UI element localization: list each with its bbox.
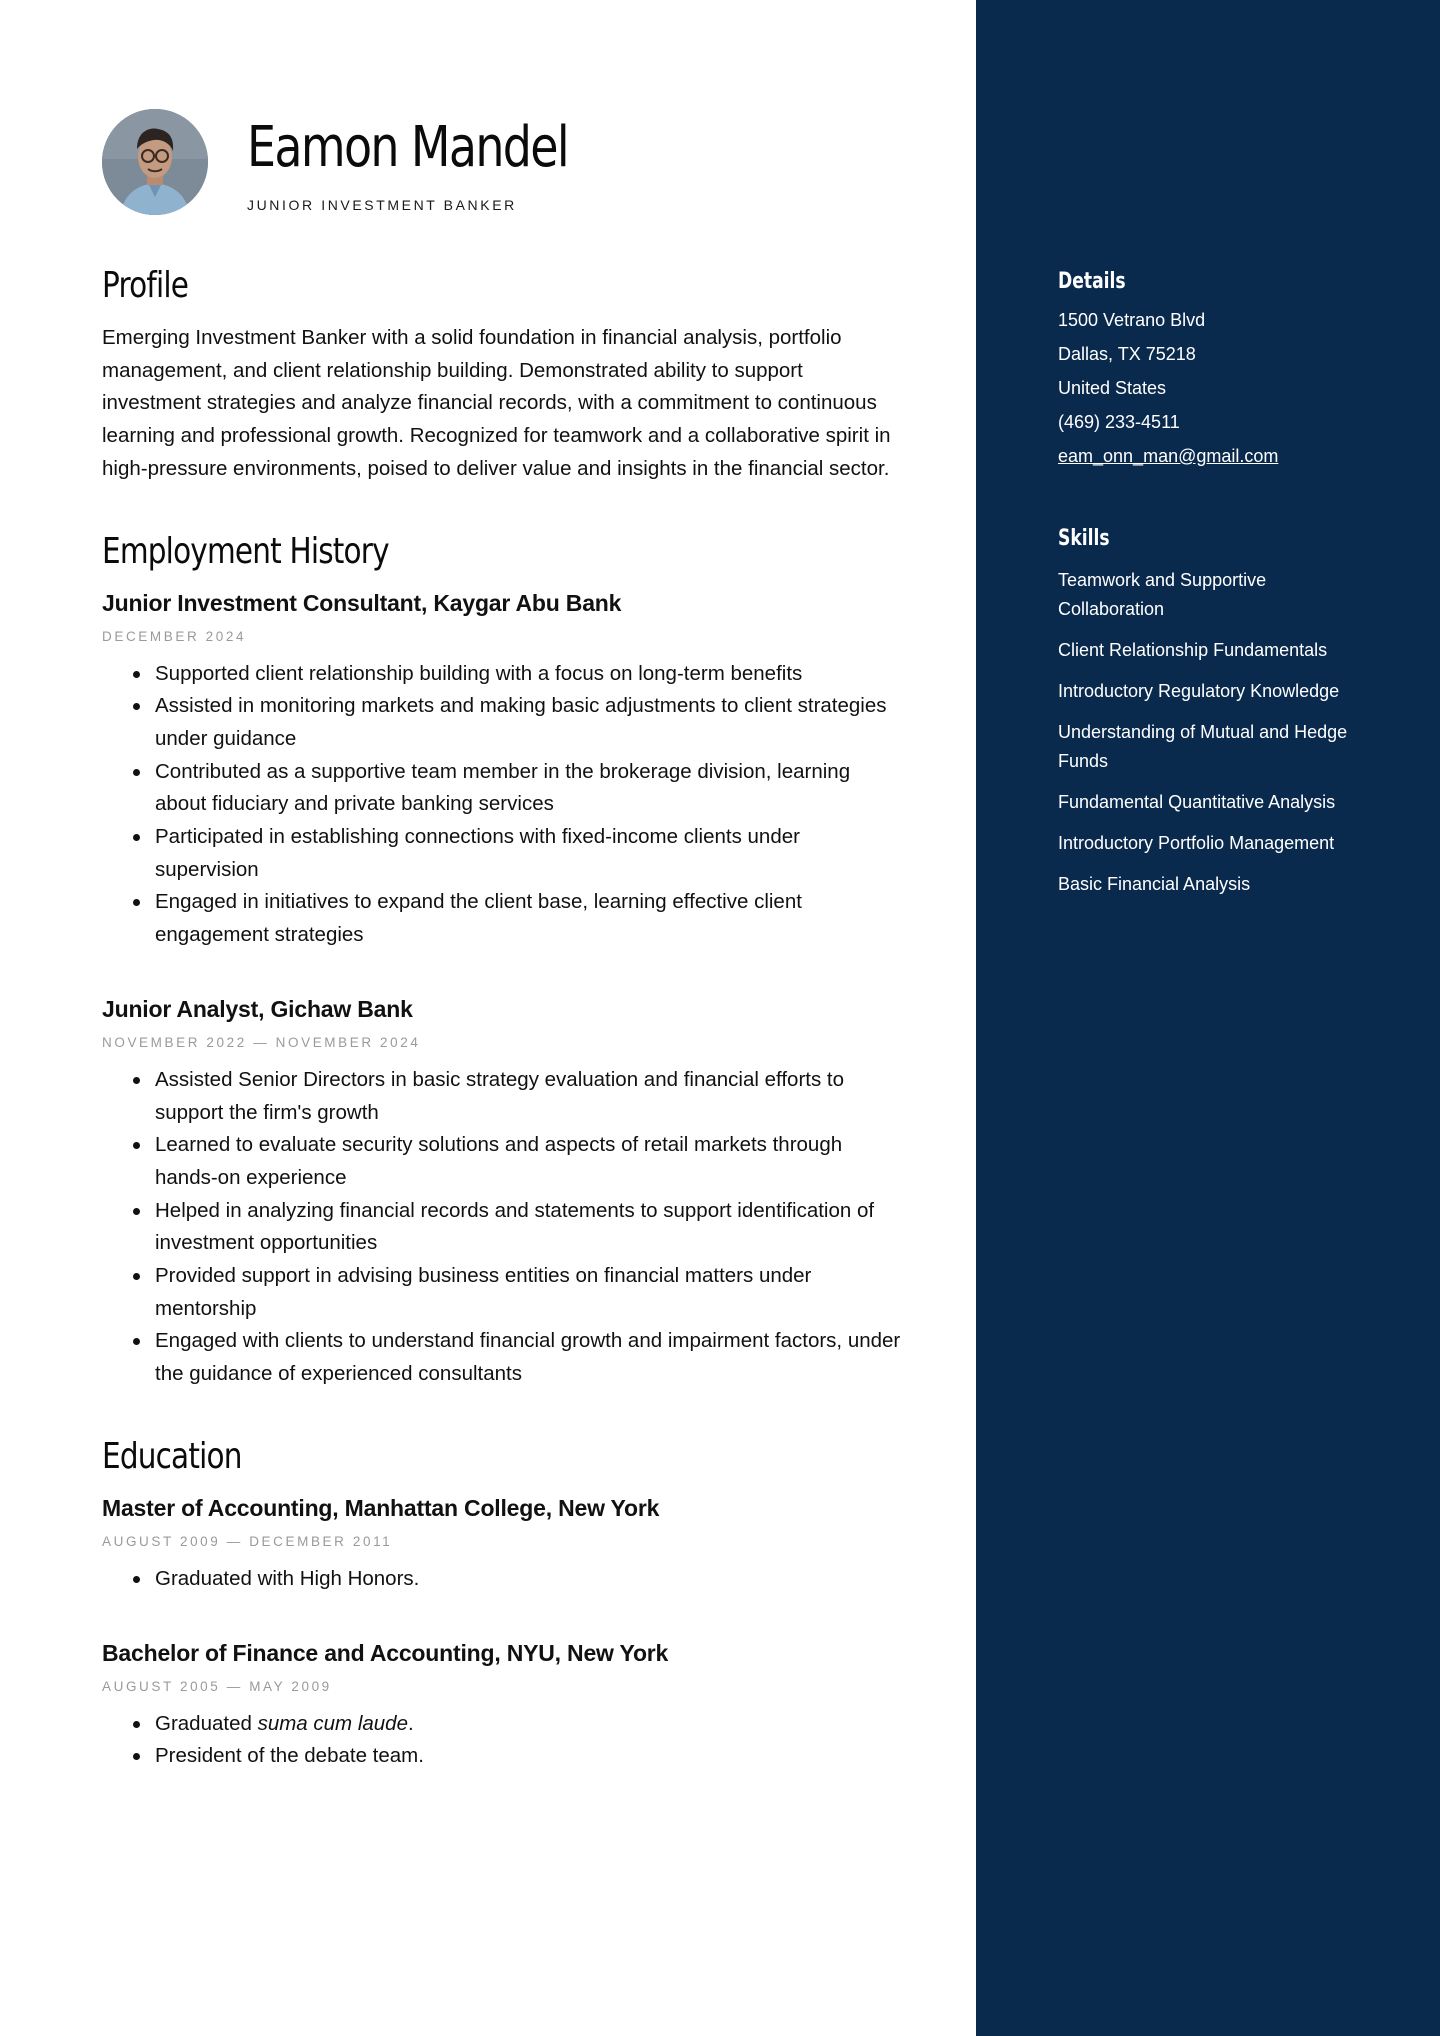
job-title: JUNIOR INVESTMENT BANKER xyxy=(247,197,517,213)
bullet-text: Graduated xyxy=(155,1711,258,1735)
skill-item: Introductory Regulatory Knowledge xyxy=(1058,681,1340,701)
bullet-italic-text: suma cum laude xyxy=(257,1711,408,1735)
resume-content xyxy=(102,262,904,1773)
bullet-item: Engaged in initiatives to expand the client base, learning effective client engagement strategies xyxy=(102,886,904,951)
bullet-item: Learned to evaluate security solutions and aspects of retail markets through hands-on experience xyxy=(102,1129,904,1194)
bullet-item: Assisted Senior Directors in basic strategy evaluation and financial efforts to support the firm's growth xyxy=(102,1064,904,1129)
bullet-item: Contributed as a supportive team member in the brokerage division, learning about fiduciary and private banking services xyxy=(102,756,904,821)
sidebar xyxy=(976,0,1440,2036)
education-heading: Education xyxy=(102,1435,242,1477)
address-line-1: 1500 Vetrano Blvd xyxy=(1058,310,1206,330)
bullet-item: Provided support in advising business entities on financial matters under mentorship xyxy=(102,1260,904,1325)
skill-item: Teamwork and Supportive Collaboration xyxy=(1058,570,1267,619)
bullet-text: . xyxy=(408,1711,414,1735)
details-heading: Details xyxy=(1058,269,1126,294)
education-entry xyxy=(102,1638,904,1773)
skills-section xyxy=(1058,524,1348,911)
profile-photo xyxy=(102,109,208,215)
job-date: DECEMBER 2024 xyxy=(102,628,247,644)
skill-item: Client Relationship Fundamentals xyxy=(1058,640,1328,660)
bullet-item: Supported client relationship building with a focus on long-term benefits xyxy=(102,658,904,691)
email-link[interactable]: eam_onn_man@gmail.com xyxy=(1058,446,1279,466)
job-title-heading: Junior Analyst, Gichaw Bank xyxy=(102,995,413,1022)
skill-item: Understanding of Mutual and Hedge Funds xyxy=(1058,722,1348,771)
bullet-item: President of the debate team. xyxy=(102,1740,904,1773)
degree-heading: Master of Accounting, Manhattan College, New York xyxy=(102,1494,660,1521)
education-date: AUGUST 2009 — DECEMBER 2011 xyxy=(102,1533,393,1549)
candidate-name: Eamon Mandel xyxy=(247,115,569,180)
address-line-2: Dallas, TX 75218 xyxy=(1058,344,1196,364)
job-bullets xyxy=(102,1064,904,1391)
bullet-item: Engaged with clients to understand financial growth and impairment factors, under the guidance of experienced consultants xyxy=(102,1325,904,1390)
bullet-item xyxy=(102,1708,904,1741)
bullet-item: Graduated with High Honors. xyxy=(102,1563,904,1596)
education-entry xyxy=(102,1493,904,1596)
job-date: NOVEMBER 2022 — NOVEMBER 2024 xyxy=(102,1034,421,1050)
education-date: AUGUST 2005 — MAY 2009 xyxy=(102,1678,332,1694)
bullet-item: Assisted in monitoring markets and making basic adjustments to client strategies under guidance xyxy=(102,690,904,755)
skill-item: Basic Financial Analysis xyxy=(1058,874,1251,894)
profile-summary: Emerging Investment Banker with a solid foundation in financial analysis, portfolio management, and client relationship building. Demonstrated ability to support investment strategies and analyze financial records, with a commitment to continuous learning and professional growth. Recognized for teamwork and a collaborative spirit in high-pressure environments, poised to deliver value and insights in the financial sector. xyxy=(102,326,891,480)
profile-heading: Profile xyxy=(102,265,189,306)
education-bullets xyxy=(102,1708,904,1773)
skill-item: Fundamental Quantitative Analysis xyxy=(1058,792,1336,812)
job-entry xyxy=(102,588,904,952)
phone-number: (469) 233-4511 xyxy=(1058,412,1180,432)
bullet-item: Helped in analyzing financial records and statements to support identification of investment opportunities xyxy=(102,1195,904,1260)
job-title-heading: Junior Investment Consultant, Kaygar Abu Bank xyxy=(102,589,622,616)
avatar xyxy=(102,109,208,215)
education-bullets xyxy=(102,1563,904,1596)
job-entry xyxy=(102,994,904,1391)
job-bullets xyxy=(102,658,904,952)
details-section xyxy=(1058,267,1348,473)
employment-heading: Employment History xyxy=(102,530,389,572)
country: United States xyxy=(1058,378,1167,398)
bullet-item: Participated in establishing connections with fixed-income clients under supervision xyxy=(102,821,904,886)
skill-item: Introductory Portfolio Management xyxy=(1058,833,1335,853)
degree-heading: Bachelor of Finance and Accounting, NYU, New York xyxy=(102,1639,669,1666)
skills-heading: Skills xyxy=(1058,526,1110,551)
